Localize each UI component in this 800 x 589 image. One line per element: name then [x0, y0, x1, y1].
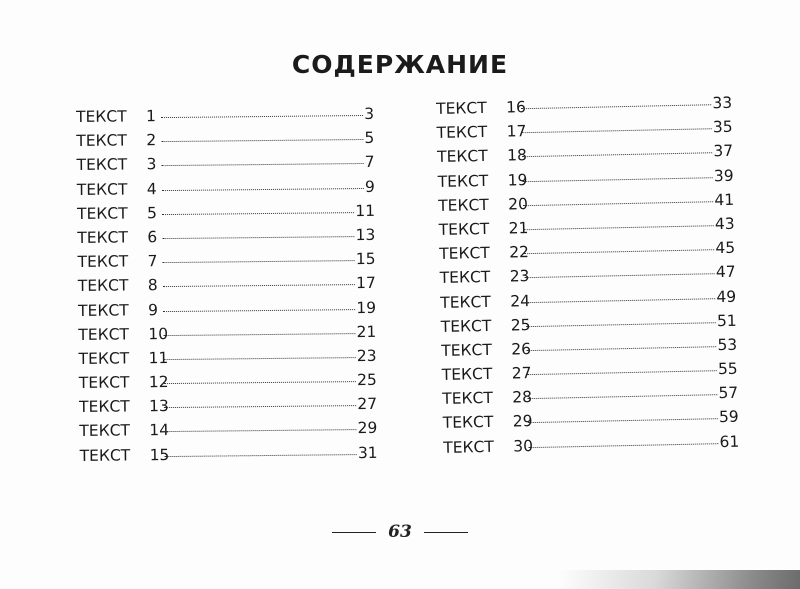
- toc-entry-page: 7: [364, 153, 375, 172]
- toc-entry: [79, 395, 377, 422]
- toc-entry-page: 37: [713, 142, 734, 161]
- toc-entry-number: 10: [148, 324, 169, 343]
- toc-entry-page: 39: [713, 166, 734, 185]
- toc-entry-label: ТЕКСТ: [78, 349, 130, 368]
- dot-leader: [521, 104, 711, 109]
- toc-entry-label: ТЕКСТ: [436, 123, 488, 143]
- toc-entry-page: 57: [718, 383, 739, 403]
- toc-entry-page: 15: [355, 249, 376, 269]
- toc-entry-page: 13: [355, 225, 376, 245]
- toc-entry-page: 43: [714, 214, 735, 234]
- toc-entry-label: ТЕКСТ: [76, 155, 128, 175]
- toc-entry-number: 17: [506, 122, 527, 141]
- toc-entry-page: 55: [717, 359, 738, 379]
- toc-entry: [77, 177, 375, 204]
- dot-leader: [163, 333, 355, 336]
- dot-leader: [528, 443, 718, 448]
- toc-entry-label: ТЕКСТ: [438, 195, 489, 215]
- toc-entry-page: 61: [719, 432, 740, 451]
- toc-entry: [79, 371, 377, 398]
- toc-entry-label: ТЕКСТ: [77, 252, 129, 272]
- toc-entry-label: ТЕКСТ: [438, 219, 490, 239]
- toc-entry-label: ТЕКСТ: [440, 316, 492, 336]
- toc-entry-number: 30: [513, 436, 534, 456]
- toc-entry-number: 1: [145, 107, 157, 126]
- toc-entry-number: 20: [508, 194, 529, 214]
- toc-entry-label: ТЕКСТ: [79, 421, 131, 441]
- toc-entry-label: ТЕКСТ: [79, 397, 130, 417]
- page-number: 63: [388, 522, 412, 542]
- dot-leader: [162, 236, 354, 239]
- toc-entry-number: 4: [146, 179, 157, 198]
- toc-entry-number: 19: [507, 170, 528, 190]
- toc-entry-page: 47: [715, 263, 736, 282]
- toc-entry-label: ТЕКСТ: [77, 228, 129, 247]
- toc-entry-page: 27: [357, 395, 378, 414]
- dot-leader: [525, 298, 715, 303]
- toc-entry-page: 9: [364, 177, 375, 196]
- dot-leader: [522, 153, 712, 158]
- toc-entry-page: 33: [712, 93, 733, 113]
- dot-leader: [527, 370, 717, 375]
- dot-leader: [161, 139, 363, 142]
- toc-entry-label: ТЕКСТ: [76, 107, 127, 126]
- toc-entry-page: 51: [716, 311, 737, 330]
- dot-leader: [522, 128, 712, 133]
- toc-entry-number: 7: [147, 252, 158, 271]
- toc-entry-page: 25: [357, 370, 377, 390]
- footer-rule-left: [332, 532, 376, 533]
- dot-leader: [165, 454, 357, 457]
- toc-entry: [443, 432, 739, 462]
- toc-entry: [80, 443, 378, 470]
- toc-entry-page: 49: [716, 287, 737, 306]
- toc-entry-number: 12: [148, 373, 169, 392]
- toc-entry-page: 53: [717, 335, 738, 355]
- toc-entry-number: 27: [511, 364, 532, 383]
- toc-entry-number: 21: [508, 219, 529, 238]
- dot-leader: [163, 284, 355, 287]
- toc-entry-label: ТЕКСТ: [78, 325, 130, 344]
- toc-entry-page: 19: [356, 298, 377, 317]
- dot-leader: [163, 260, 355, 263]
- dot-leader: [523, 201, 713, 206]
- dot-leader: [524, 225, 714, 230]
- toc-entry-label: ТЕКСТ: [443, 437, 495, 457]
- toc-entry-page: 21: [356, 322, 377, 341]
- toc-entry-label: ТЕКСТ: [76, 131, 128, 151]
- toc-entry: [76, 105, 374, 132]
- dot-leader: [523, 177, 713, 182]
- toc-column-left: [76, 105, 378, 471]
- toc-entry-number: 13: [149, 397, 169, 416]
- dot-leader: [164, 430, 356, 433]
- toc-entry: [77, 202, 375, 229]
- toc-entry-number: 25: [510, 315, 531, 335]
- footer-rule-right: [424, 532, 468, 533]
- toc-entry: [79, 419, 377, 446]
- dot-leader: [164, 381, 356, 384]
- dot-leader: [162, 212, 354, 215]
- toc-entry-number: 26: [511, 339, 532, 359]
- toc-entry-number: 29: [512, 412, 533, 431]
- toc-entry: [78, 298, 376, 325]
- toc-entry-label: ТЕКСТ: [77, 276, 129, 296]
- toc-entry-number: 28: [512, 388, 533, 407]
- toc-entry-label: ТЕКСТ: [76, 180, 128, 199]
- toc-entry-label: ТЕКСТ: [79, 446, 131, 465]
- toc-entry-label: ТЕКСТ: [439, 268, 491, 288]
- toc-entry-label: ТЕКСТ: [78, 373, 130, 393]
- toc-entry-number: 24: [510, 291, 531, 310]
- dot-leader: [162, 163, 364, 166]
- dot-leader: [525, 274, 715, 279]
- toc-entry: [77, 226, 375, 253]
- dot-leader: [161, 115, 363, 118]
- toc-column-right: [436, 94, 740, 463]
- toc-entry-label: ТЕКСТ: [436, 98, 487, 118]
- toc-entry-page: 59: [718, 408, 739, 427]
- toc-entry-number: 22: [509, 243, 530, 262]
- toc-entry: [78, 323, 376, 350]
- toc-entry: [79, 347, 377, 374]
- dot-leader: [528, 419, 718, 424]
- dot-leader: [163, 309, 355, 312]
- dot-leader: [164, 405, 356, 408]
- page-title: СОДЕРЖАНИЕ: [291, 50, 509, 79]
- dot-leader: [524, 249, 714, 254]
- toc-entry-number: 23: [509, 267, 530, 286]
- toc-entry-page: 23: [356, 346, 377, 365]
- toc-entry-page: 5: [364, 129, 375, 148]
- toc-entry-label: ТЕКСТ: [77, 204, 128, 223]
- toc-entry-label: ТЕКСТ: [441, 364, 493, 385]
- toc-entry-number: 15: [149, 445, 170, 464]
- toc-entry-number: 16: [505, 98, 527, 117]
- toc-entry: [77, 153, 375, 180]
- toc-entry-page: 11: [355, 201, 376, 220]
- toc-entry-number: 8: [147, 276, 158, 295]
- toc-entry-number: 11: [148, 348, 169, 368]
- toc-entry: [78, 274, 376, 301]
- dot-leader: [164, 357, 356, 360]
- page-footer: [0, 522, 800, 542]
- toc-entry: [76, 129, 374, 156]
- toc-entry-page: 31: [357, 443, 378, 462]
- toc-entry-label: ТЕКСТ: [442, 389, 494, 409]
- toc-entry-page: 17: [356, 274, 376, 293]
- toc-entry-page: 3: [364, 104, 375, 123]
- toc-entry-label: ТЕКСТ: [437, 171, 489, 191]
- toc-entry-number: 5: [147, 203, 158, 223]
- toc-entry-label: ТЕКСТ: [440, 292, 491, 312]
- toc-entry-page: 29: [357, 419, 378, 438]
- dot-leader: [162, 188, 364, 191]
- toc-entry-label: ТЕКСТ: [439, 244, 490, 264]
- toc-entry-page: 41: [714, 190, 735, 209]
- toc-entry: [78, 250, 376, 277]
- toc-entry-label: ТЕКСТ: [78, 300, 129, 320]
- toc-entry-label: ТЕКСТ: [442, 413, 494, 433]
- toc-entry-page: 45: [715, 238, 736, 258]
- toc-entry-page: 35: [712, 117, 733, 137]
- toc-entry-number: 3: [146, 155, 157, 174]
- dot-leader: [526, 322, 716, 327]
- toc-entry-number: 18: [506, 146, 528, 165]
- toc-entry-label: ТЕКСТ: [437, 147, 488, 167]
- toc-entry-number: 9: [148, 300, 159, 319]
- toc-entry-number: 6: [147, 228, 158, 247]
- toc-entry-label: ТЕКСТ: [441, 340, 492, 360]
- scan-shadow: [560, 570, 800, 589]
- toc-entry-number: 2: [146, 131, 157, 150]
- dot-leader: [527, 394, 717, 399]
- toc-entry-number: 14: [149, 421, 170, 440]
- dot-leader: [526, 346, 716, 351]
